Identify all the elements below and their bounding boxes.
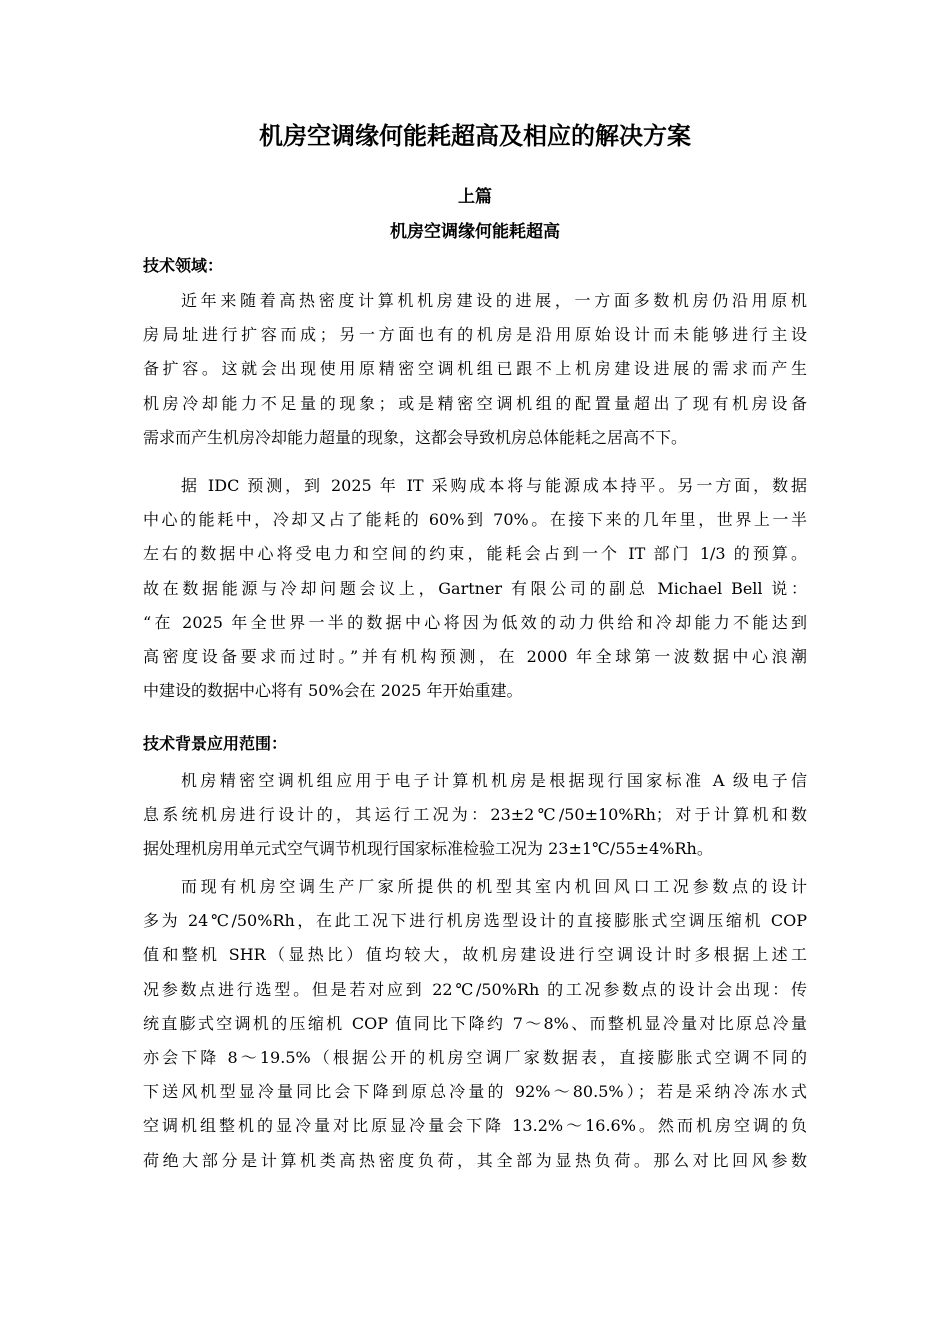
paragraph-background-1 [143, 764, 807, 867]
text-line: 备扩容。这就会出现使用原精密空调机组已跟不上机房建设进展的需求而产生 [143, 359, 807, 379]
text-line: 中心的能耗中，冷却又占了能耗的 60%到 70%。在接下来的几年里，世界上一半 [143, 510, 807, 530]
text-line: 统直膨式空调机的压缩机 COP 值同比下降约 7～8%、而整机显冷量对比原总冷量 [143, 1013, 807, 1033]
text-line: 需求而产生机房冷却能力超量的现象，这都会导致机房总体能耗之居高不下。 [143, 427, 688, 447]
document-title: 机房空调缘何能耗超高及相应的解决方案 [259, 122, 691, 150]
text-line: 据处理机房用单元式空气调节机现行国家标准检验工况为 23±1℃/55±4%Rh。 [143, 839, 713, 859]
text-line: 空调机组整机的显冷量对比原显冷量会下降 13.2%～16.6%。然而机房空调的负 [143, 1116, 807, 1136]
section-heading-background-scope: 技术背景应用范围： [143, 734, 288, 753]
paragraph-background-2 [143, 870, 807, 1178]
text-line: 值和整机 SHR（显热比）值均较大，故机房建设进行空调设计时多根据上述工 [143, 945, 807, 965]
text-line: 荷绝大部分是计算机类高热密度负荷，其全部为显热负荷。那么对比回风参数 [143, 1150, 807, 1170]
text-line: 亦会下降 8～19.5%（根据公开的机房空调厂家数据表，直接膨胀式空调不同的 [143, 1047, 807, 1067]
text-line: 况参数点进行选型。但是若对应到 22℃/50%Rh 的工况参数点的设计会出现：传 [143, 979, 807, 999]
text-line: 房局址进行扩容而成；另一方面也有的机房是沿用原始设计而未能够进行主设 [143, 325, 807, 345]
text-line: 据 IDC 预测，到 2025 年 IT 采购成本将与能源成本持平。另一方面，数据 [181, 476, 807, 495]
text-line: 下送风机型显冷量同比会下降到原总冷量的 92%～80.5%）；若是采纳冷冻水式 [143, 1082, 807, 1102]
text-line: 而现有机房空调生产厂家所提供的机型其室内机回风口工况参数点的设计 [181, 877, 807, 896]
part-title: 机房空调缘何能耗超高 [390, 222, 560, 242]
text-line: 高密度设备要求而过时。”并有机构预测，在 2000 年全球第一波数据中心浪潮 [143, 646, 807, 666]
paragraph-technical-field-1 [143, 284, 807, 455]
text-line: “在 2025 年全世界一半的数据中心将因为低效的动力供给和冷却能力不能达到 [143, 612, 807, 632]
text-line: 机房冷却能力不足量的现象；或是精密空调机组的配置量超出了现有机房设备 [143, 393, 807, 413]
text-line: 中建设的数据中心将有 50%会在 2025 年开始重建。 [143, 681, 523, 701]
section-heading-technical-field: 技术领域： [143, 256, 224, 275]
part-label: 上篇 [458, 187, 492, 207]
text-line: 故在数据能源与冷却问题会议上，Gartner 有限公司的副总 Michael Bell 说： [143, 578, 807, 598]
text-line: 多为 24℃/50%Rh，在此工况下进行机房选型设计的直接膨胀式空调压缩机 COP [143, 911, 807, 931]
text-line: 近年来随着高热密度计算机机房建设的进展，一方面多数机房仍沿用原机 [181, 291, 807, 310]
text-line: 息系统机房进行设计的，其运行工况为：23±2℃/50±10%Rh；对于计算机和数 [143, 805, 807, 825]
text-line: 左右的数据中心将受电力和空间的约束，能耗会占到一个 IT 部门 1/3 的预算。 [143, 544, 807, 564]
text-line: 机房精密空调机组应用于电子计算机机房是根据现行国家标准 A 级电子信 [181, 771, 807, 790]
paragraph-technical-field-2 [143, 469, 807, 708]
